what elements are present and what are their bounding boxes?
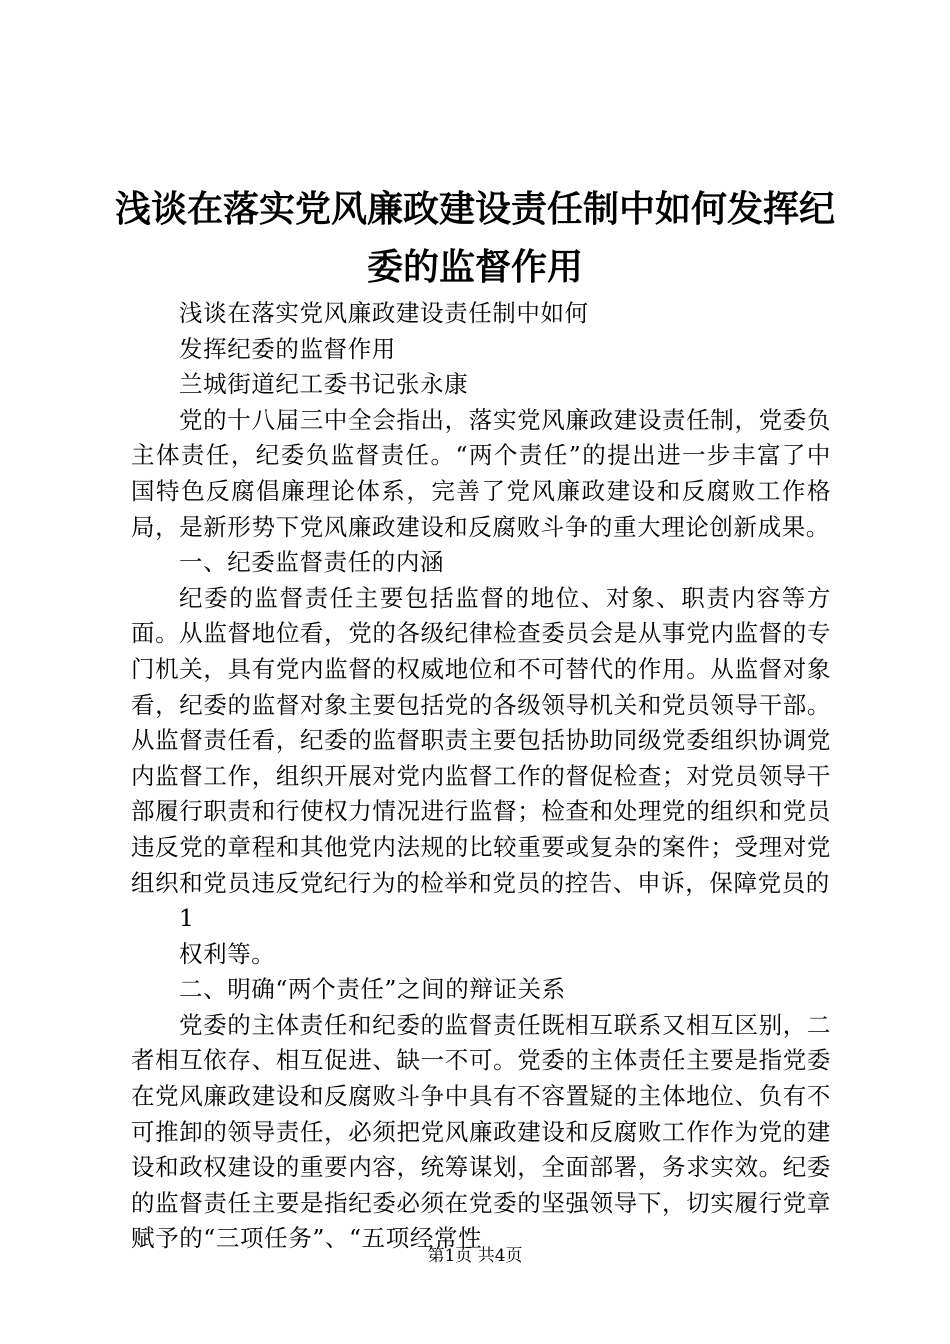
section-heading-1: 一、纪委监督责任的内涵 (179, 548, 445, 577)
subtitle-line2: 发挥纪委的监督作用 (179, 334, 396, 363)
paragraph-continuation: 权利等。 (179, 939, 276, 968)
section-heading-2: 二、明确“两个责任”之间的辩证关系 (179, 975, 566, 1004)
subtitle-line1: 浅谈在落实党风廉政建设责任制中如何 (179, 299, 589, 327)
page-footer: 第1页 共4页 (427, 1246, 523, 1266)
document-title-line1: 浅谈在落实党风廉政建设责任制中如何发挥纪 (114, 189, 835, 230)
paragraph-intro: 党的十八届三中全会指出，落实党风廉政建设责任制，党委负主体责任，纪委负监督责任。“两个责任”的提出进一步丰富了中国特色反腐倡廉理论体系，完善了党风廉政建设和反腐败工作格局，是新形势下党风廉政建设和反腐败斗争的重大理论创新成果。 (131, 405, 831, 541)
inline-page-marker: 1 (179, 904, 195, 933)
paragraph-section-2: 党委的主体责任和纪委的监督责任既相互联系又相互区别，二者相互依存、相互促进、缺一不可。党委的主体责任主要是指党委在党风廉政建设和反腐败斗争中具有不容置疑的主体地位、负有不可推卸的领导责任，必须把党风廉政建设和反腐败工作作为党的建设和政权建设的重要内容，统筹谋划，全面部署，务求实效。纪委的监督责任主要是指纪委必须在党委的坚强领导下，切实履行党章赋予的“三项任务”、“五项经常性 (131, 1010, 831, 1253)
paragraph-section-1: 纪委的监督责任主要包括监督的地位、对象、职责内容等方面。从监督地位看，党的各级纪律检查委员会是从事党内监督的专门机关，具有党内监督的权威地位和不可替代的作用。从监督对象看，纪委的监督对象主要包括党的各级领导机关和党员领导干部。从监督责任看，纪委的监督职责主要包括协助同级党委组织协调党内监督工作，组织开展对党内监督工作的督促检查；对党员领导干部履行职责和行使权力情况进行监督；检查和处理党的组织和党员违反党的章程和其他党内法规的比较重要或复杂的案件；受理对党组织和党员违反党纪行为的检举和党员的控告、申诉，保障党员的 (131, 583, 831, 897)
author-line: 兰城街道纪工委书记张永康 (179, 370, 469, 399)
document-body (131, 296, 831, 1257)
document-title-line2: 委的监督作用 (366, 247, 583, 288)
